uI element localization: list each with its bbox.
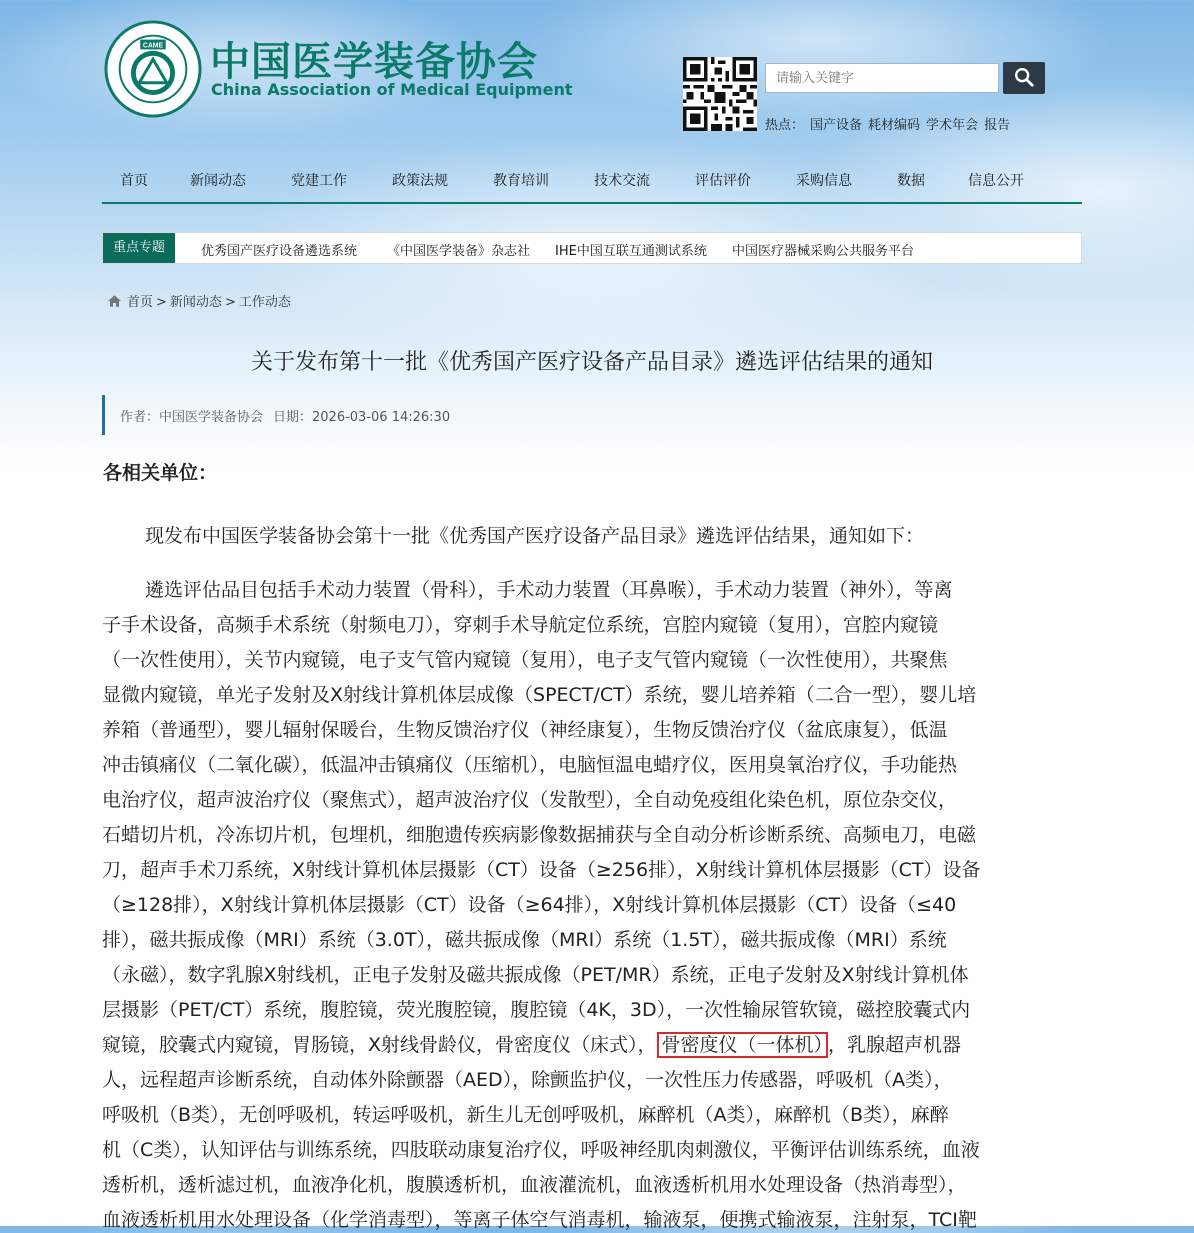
topic-link[interactable]: IHE中国互联互通测试系统	[555, 244, 707, 259]
nav-item-education[interactable]: 教育培训	[493, 173, 549, 189]
topic-link[interactable]: 中国医疗器械采购公共服务平台	[732, 244, 915, 259]
body-line: 人，远程超声诊断系统，自动体外除颤器（AED），除颤监护仪，一次性压力传感器，呼吸机（A类），	[102, 1069, 953, 1091]
hot-keyword[interactable]: 学术年会	[926, 118, 979, 133]
nav-item-procurement[interactable]: 采购信息	[796, 173, 852, 189]
body-line: 养箱（普通型），婴儿辐射保暖台，生物反馈治疗仪（神经康复），生物反馈治疗仪（盆底康复），低温	[102, 719, 948, 741]
body-line: （≥128排），X射线计算机体层摄影（CT）设备（≥64排），X射线计算机体层摄影（CT）设备（≤40	[102, 894, 957, 916]
topic-link[interactable]: 优秀国产医疗设备遴选系统	[201, 244, 358, 259]
salutation: 各相关单位：	[103, 462, 218, 484]
body-text: ，乳腺超声机器	[828, 1034, 962, 1056]
breadcrumb-item[interactable]: 首页	[127, 295, 154, 310]
site-title: 中国医学装备协会	[210, 39, 538, 85]
breadcrumb-separator: >	[156, 295, 167, 310]
body-line: 电治疗仪，超声波治疗仪（聚焦式），超声波治疗仪（发散型），全自动免疫组化染色机，原位杂交仪，	[102, 789, 958, 811]
intro-paragraph: 现发布中国医学装备协会第十一批《优秀国产医疗设备产品目录》遴选评估结果，通知如下：	[145, 525, 925, 547]
breadcrumb	[108, 291, 291, 310]
body-line: 血液透析机用水处理设备（化学消毒型），等离子体空气消毒机，输液泵，便携式输液泵，注射泵，TCI靶	[102, 1209, 977, 1231]
hot-keywords	[765, 114, 1016, 133]
nav-item-evaluation[interactable]: 评估评价	[695, 173, 751, 189]
topic-link[interactable]: 《中国医学装备》杂志社	[387, 244, 531, 259]
body-line: 遴选评估品目包括手术动力装置（骨科），手术动力装置（耳鼻喉），手术动力装置（神外），等离	[145, 579, 953, 601]
search-button[interactable]	[1003, 62, 1045, 94]
main-nav	[102, 160, 1082, 204]
nav-item-disclosure[interactable]: 信息公开	[968, 173, 1024, 189]
nav-item-policy[interactable]: 政策法规	[392, 173, 448, 189]
body-line: 呼吸机（B类），无创呼吸机，转运呼吸机，新生儿无创呼吸机，麻醉机（A类），麻醉机（B类），麻醉	[102, 1104, 949, 1126]
body-line: 子手术设备，高频手术系统（射频电刀），穿刺手术导航定位系统，宫腔内窥镜（复用），宫腔内窥镜	[102, 614, 939, 636]
breadcrumb-separator: >	[224, 295, 236, 310]
qr-code-icon	[683, 57, 757, 131]
nav-item-home[interactable]: 首页	[120, 173, 148, 189]
article-meta	[102, 395, 1085, 435]
article-date: 日期：2026-03-06 14:26:30	[273, 410, 451, 425]
body-line: 透析机，透析滤过机，血液净化机，腹膜透析机，血液灌流机，血液透析机用水处理设备（热消毒型），	[102, 1174, 967, 1196]
body-line: （永磁），数字乳腺X射线机，正电子发射及磁共振成像（PET/MR）系统，正电子发射及X射线计算机体	[102, 964, 969, 986]
nav-item-tech[interactable]: 技术交流	[594, 173, 650, 189]
site-subtitle: China Association of Medical Equipment	[211, 80, 573, 99]
body-line: 显微内窥镜，单光子发射及X射线计算机体层成像（SPECT/CT）系统，婴儿培养箱（二合一型），婴儿培	[102, 684, 977, 706]
came-logo[interactable]	[104, 20, 202, 118]
body-line: 冲击镇痛仪（二氧化碳），低温冲击镇痛仪（压缩机），电脑恒温电蜡疗仪，医用臭氧治疗仪，手功能热	[102, 754, 958, 776]
breadcrumb-item[interactable]: 新闻动态	[169, 295, 222, 310]
body-line: 刀，超声手术刀系统，X射线计算机体层摄影（CT）设备（≥256排），X射线计算机体层摄影（CT）设备	[102, 859, 981, 881]
article-title: 关于发布第十一批《优秀国产医疗设备产品目录》遴选评估结果的通知	[250, 350, 933, 375]
body-line: 机（C类），认知评估与训练系统，四肢联动康复治疗仪，呼吸神经肌肉刺激仪，平衡评估训练系统，血液	[102, 1139, 980, 1161]
article-author: 作者：中国医学装备协会	[120, 410, 264, 425]
special-topics-bar	[102, 232, 1082, 264]
nav-item-news[interactable]: 新闻动态	[190, 173, 246, 189]
hot-keyword[interactable]: 报告	[984, 118, 1011, 133]
highlighted-term: 骨密度仪（一体机）	[657, 1032, 829, 1058]
body-text: 窥镜，胶囊式内窥镜，胃肠镜，X射线骨龄仪，骨密度仪（床式），	[102, 1034, 657, 1056]
body-line: 排），磁共振成像（MRI）系统（3.0T），磁共振成像（MRI）系统（1.5T），磁共振成像（MRI）系统	[102, 929, 947, 951]
topics-label: 重点专题	[103, 233, 175, 263]
body-line: 层摄影（PET/CT）系统，腹腔镜，荧光腹腔镜，腹腔镜（4K，3D），一次性输尿管软镜，磁控胶囊式内	[102, 999, 971, 1021]
hot-label: 热点：	[765, 118, 805, 133]
body-line-highlighted	[102, 1032, 961, 1058]
breadcrumb-item[interactable]: 工作动态	[238, 295, 291, 310]
logo-text: CAME	[142, 42, 164, 50]
body-line: （一次性使用），关节内窥镜，电子支气管内窥镜（复用），电子支气管内窥镜（一次性使用），共聚焦	[102, 649, 948, 671]
home-icon	[108, 295, 121, 307]
hot-keyword[interactable]: 耗材编码	[868, 118, 921, 133]
nav-item-party[interactable]: 党建工作	[291, 173, 347, 189]
search-icon	[1013, 66, 1035, 88]
hot-keyword[interactable]: 国产设备	[810, 118, 863, 133]
search-input[interactable]	[765, 63, 999, 93]
body-line: 石蜡切片机，冷冻切片机，包埋机，细胞遗传疾病影像数据捕获与全自动分析诊断系统、高频电刀，电磁	[102, 824, 977, 846]
nav-item-data[interactable]: 数据	[897, 173, 925, 189]
